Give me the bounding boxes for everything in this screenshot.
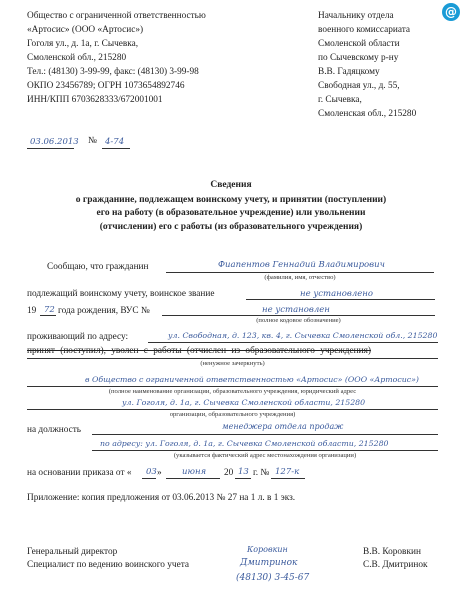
doc-number-label: № [88,136,97,146]
order-year-prefix: 20 [224,468,234,478]
recipient-block [318,9,416,121]
citizen-value: Фиапентов Геннадий Владимирович [218,260,385,270]
address-label: проживающий по адресу: [27,332,129,342]
position-label: на должность [27,425,82,435]
recipient-line: г. Сычевка, [318,95,362,105]
org-address-value: ул. Гоголя, д. 1а, г. Сычевка Смоленской области, 215280 [122,398,366,407]
doc-date: 03.06.2013 [30,137,79,147]
recipient-line: Начальнику отдела [318,11,394,21]
sender-line: Смоленской обл., 215280 [27,53,127,63]
sender-line: «Артосис» (ООО «Артосис») [27,25,144,35]
order-month: июня [182,467,207,477]
vus-caption: (полное кодовое обозначение) [256,317,341,324]
year-value: 72 [44,305,55,315]
director-signature: Коровкин [247,545,288,554]
title-heading: Сведения [210,180,252,190]
citizen-label: Сообщаю, что гражданин [47,262,149,272]
phone-number: (48130) 3-45-67 [236,573,310,583]
order-number: 127-к [275,467,300,477]
order-label: на основании приказа от « [27,468,132,478]
citizen-caption: (фамилия, имя, отчество) [264,274,336,281]
specialist-name: С.В. Дмитринок [363,560,428,570]
recipient-line: Свободная ул., д. 55, [318,81,400,91]
specialist-signature: Дмитринок [240,558,298,568]
order-day-close: » [157,468,162,478]
org-value: в Общество с ограниченной ответственностью «Артосис» (ООО «Артосис») [85,375,419,384]
sender-line: Тел.: (48130) 3-99-99, факс: (48130) 3-99-98 [27,67,199,77]
year-prefix: 19 [27,306,37,316]
order-day: 03 [146,467,157,477]
order-year-suffix: г. № [253,468,270,478]
recipient-line: В.В. Гадяцкому [318,67,380,77]
vus-value: не установлен [262,305,330,315]
address-value: ул. Свободная, д. 123, кв. 4, г. Сычевка Смоленской обл., 215280 [168,331,438,340]
sender-line: Гоголя ул., д. 1а, г. Сычевка, [27,39,139,49]
director-name: В.В. Коровкин [363,547,421,557]
title-line: его на работу (в образовательное учреждение) или увольнении [96,208,366,218]
rank-value: не установлено [300,289,373,299]
sender-line: Общество с ограниченной ответственностью [27,11,206,21]
recipient-line: Смоленская обл., 215280 [318,109,417,119]
sender-line: ИНН/КПП 6703628333/672001001 [27,95,163,105]
recipient-line: по Сычевскому р-ну [318,53,399,63]
actual-address-caption: (указывается фактический адрес местонахождения организации) [173,452,357,459]
title-line: (отчислении) его с работы (из образовательного учреждения) [99,222,363,232]
logo-icon: @ [442,3,460,21]
doc-number: 4-74 [105,137,125,147]
recipient-line: военного комиссариата [318,25,411,35]
sender-block [27,9,206,107]
org-caption: (полное наименование организации, образовательного учреждения, юридический адрес [108,388,357,395]
status-caption: (ненужное зачеркнуть) [200,360,265,367]
title-line: о гражданине, подлежащем воинскому учету, и принятии (поступлении) [75,195,387,205]
year-label: года рождения, ВУС № [58,306,150,316]
sender-line: ОКПО 23456789; ОГРН 1073654892746 [27,81,185,91]
specialist-title: Специалист по ведению воинского учета [27,560,190,570]
actual-address-value: по адресу: ул. Гоголя, д. 1а, г. Сычевка Смоленской области, 215280 [100,439,389,448]
position-value: менеджера отдела продаж [222,422,344,431]
order-year: 13 [238,467,249,477]
status-text: принят (поступил), уволен с работы (отчислен из образовательного учреждения) [27,346,371,356]
recipient-line: Смоленской области [318,39,400,49]
org-address-caption: организации, образовательного учреждения) [169,411,296,418]
appendix-text: Приложение: копия предложения от 03.06.2013 № 27 на 1 л. в 1 экз. [27,493,296,503]
rank-label: подлежащий воинскому учету, воинское звание [27,289,215,299]
director-title: Генеральный директор [27,547,118,557]
